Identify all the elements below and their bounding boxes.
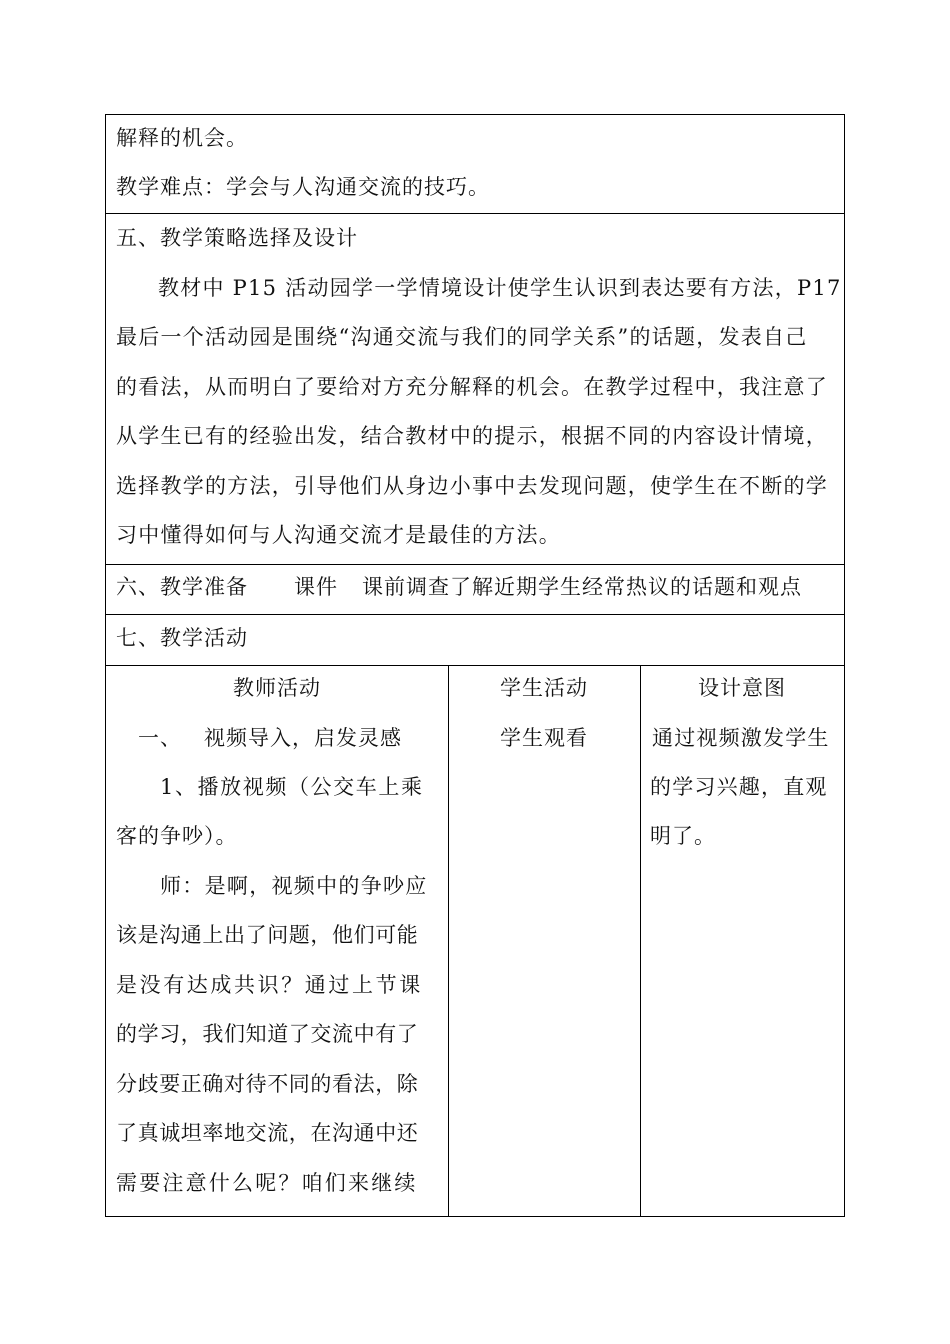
- design-intent-line: 明了。: [650, 824, 716, 848]
- section-6-item: 课件: [294, 575, 338, 599]
- teacher-activity-line: 需要注意什么呢？咱们来继续: [116, 1171, 418, 1195]
- section-5-paragraph-line: 教材中 P15 活动园学一学情境设计使学生认识到表达要有方法，P17: [158, 276, 842, 300]
- design-intent-line: 的学习兴趣，直观: [650, 775, 828, 799]
- teacher-activity-line: 分歧要正确对待不同的看法，除: [116, 1072, 419, 1096]
- column-header-design: 设计意图: [698, 676, 786, 700]
- teacher-activity-line: 的学习，我们知道了交流中有了: [116, 1022, 419, 1046]
- section-5-paragraph-line: 从学生已有的经验出发，结合教材中的提示，根据不同的内容设计情境，: [116, 424, 828, 448]
- column-header-teacher: 教师活动: [233, 676, 321, 700]
- section-6-heading: 六、教学准备: [116, 575, 248, 599]
- student-activity-line: 学生观看: [500, 726, 588, 750]
- design-intent-line: 通过视频激发学生: [652, 726, 830, 750]
- teacher-activity-line: 了真诚坦率地交流，在沟通中还: [116, 1121, 419, 1145]
- section-4-line: 教学难点：学会与人沟通交流的技巧。: [116, 175, 490, 199]
- section-4-line: 解释的机会。: [116, 126, 248, 150]
- section-5-paragraph-line: 最后一个活动园是围绕“沟通交流与我们的同学关系”的话题，发表自己: [116, 325, 808, 349]
- teacher-activity-line: 该是沟通上出了问题，他们可能: [116, 923, 419, 947]
- teacher-step-number: 一、: [138, 726, 182, 750]
- section-6-item: 课前调查了解近期学生经常热议的话题和观点: [362, 575, 802, 599]
- teacher-activity-line: 师：是啊，视频中的争吵应: [160, 874, 428, 898]
- teacher-activity-line: 客的争吵）。: [116, 824, 238, 848]
- teacher-activity-line: 是没有达成共识？通过上节课: [116, 973, 423, 997]
- column-header-student: 学生活动: [500, 676, 588, 700]
- section-5-heading: 五、教学策略选择及设计: [116, 226, 358, 250]
- teacher-activity-line: 1、播放视频（公交车上乘: [160, 775, 424, 799]
- section-5-paragraph-line: 选择教学的方法，引导他们从身边小事中去发现问题，使学生在不断的学: [116, 474, 828, 498]
- section-5-paragraph-line: 习中懂得如何与人沟通交流才是最佳的方法。: [116, 523, 561, 547]
- teacher-step-title: 视频导入，启发灵感: [204, 726, 402, 750]
- table-border-bottom: [105, 1216, 845, 1217]
- column-divider: [640, 665, 641, 1217]
- column-divider: [448, 665, 449, 1217]
- section-5-paragraph-line: 的看法，从而明白了要给对方充分解释的机会。在教学过程中，我注意了: [116, 375, 828, 399]
- section-7-heading: 七、教学活动: [116, 626, 248, 650]
